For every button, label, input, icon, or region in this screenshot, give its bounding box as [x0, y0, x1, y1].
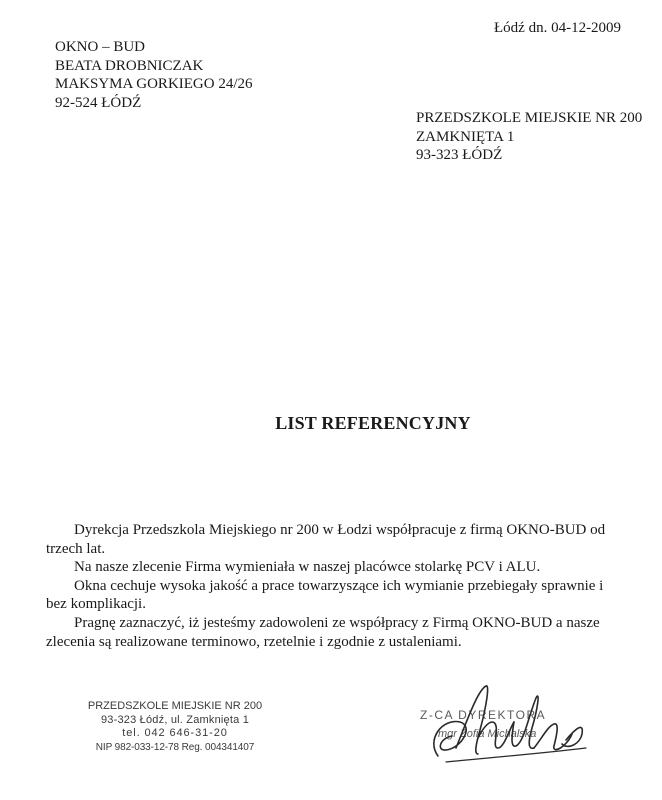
sender-line: BEATA DROBNICZAK	[55, 57, 204, 74]
letter-date: Łódź dn. 04-12-2009	[494, 20, 622, 36]
recipient-address	[416, 109, 642, 165]
sender-line: 92-524 ŁÓDŹ	[55, 94, 142, 111]
recipient-line: 93-323 ŁÓDŹ	[416, 147, 503, 163]
letter-body	[46, 521, 616, 651]
body-paragraph: Na nasze zlecenie Firma wymieniała w naszej placówce stolarkę PCV i ALU.	[74, 559, 541, 576]
stamp-line: PRZEDSZKOLE MIEJSKIE NR 200	[87, 700, 263, 712]
institution-stamp	[86, 700, 264, 754]
signature-name: mgr Zofia Michalska	[438, 728, 537, 740]
body-paragraph: Pragnę zaznaczyć, iż jesteśmy zadowoleni ze współpracy z Firmą OKNO-BUD a nasze zlecenia są realizowane terminowo, rzetelnie i zgodnie z ustaleniami.	[46, 614, 600, 650]
letter-title: LIST REFERENCYJNY	[275, 413, 471, 433]
stamp-line: tel. 042 646-31-20	[122, 727, 228, 739]
stamp-line: NIP 982-033-12-78 Reg. 004341407	[95, 741, 255, 753]
body-paragraph: Okna cechuje wysoka jakość a prace towarzyszące ich wymianie przebiegały sprawnie i bez komplikacji.	[46, 577, 604, 613]
handwritten-signature	[416, 678, 596, 773]
stamp-line: 93-323 Łódź, ul. Zamknięta 1	[100, 713, 250, 726]
recipient-line: ZAMKNIĘTA 1	[416, 128, 515, 145]
sender-line: OKNO – BUD	[55, 39, 145, 55]
signature-role: Z-CA DYREKTORA	[420, 708, 547, 722]
sender-line: MAKSYMA GORKIEGO 24/26	[55, 76, 253, 92]
sender-address	[55, 38, 253, 112]
recipient-line: PRZEDSZKOLE MIEJSKIE NR 200	[416, 110, 643, 126]
body-paragraph: Dyrekcja Przedszkola Miejskiego nr 200 w Łodzi współpracuje z firmą OKNO-BUD od trzech lat.	[46, 522, 606, 557]
